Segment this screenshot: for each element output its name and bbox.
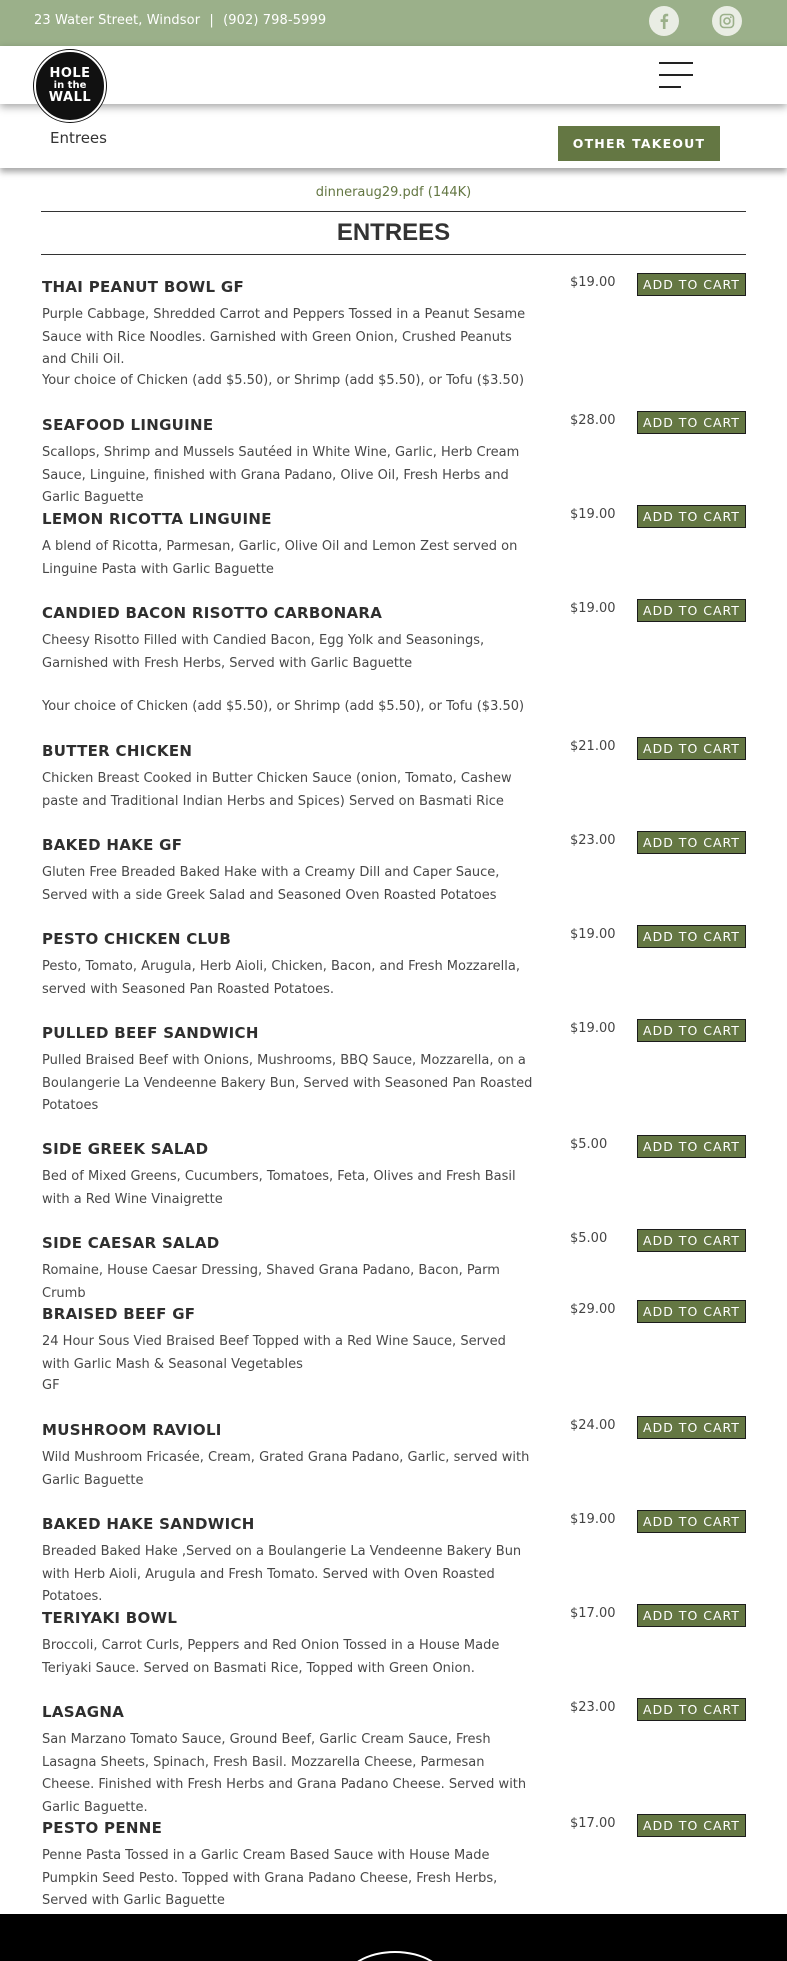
item-price: $19.00 [570,1021,616,1036]
add-to-cart-button[interactable]: ADD TO CART [637,1019,746,1042]
item-description: Scallops, Shrimp and Mussels Sautéed in White Wine, Garlic, Herb Cream Sauce, Linguine, finished with Grana Padano, Olive Oil, Fresh Herbs and Garlic Baguette [42,445,520,505]
add-to-cart-button[interactable]: ADD TO CART [637,1300,746,1323]
add-to-cart-button[interactable]: ADD TO CART [637,1510,746,1533]
item-description: Broccoli, Carrot Curls, Peppers and Red Onion Tossed in a House Made Teriyaki Sauce. Served on Basmati Rice, Topped with Green Onion. [42,1638,500,1676]
item-price: $17.00 [570,1816,616,1831]
item-description: 24 Hour Sous Vied Braised Beef Topped with a Red Wine Sauce, Served with Garlic Mash & Seasonal Vegetables [42,1334,506,1372]
instagram-icon[interactable] [712,6,742,36]
item-name: SIDE CAESAR SALAD [42,1234,220,1252]
item-name: BAKED HAKE GF [42,836,183,854]
page-title: ENTREES [41,211,746,255]
item-price: $17.00 [570,1606,616,1621]
item-description: San Marzano Tomato Sauce, Ground Beef, Garlic Cream Sauce, Fresh Lasagna Sheets, Spinach, Fresh Basil. Mozzarella Cheese, Parmesan Cheese. Finished with Fresh Herbs and Grana Padano Cheese. Served with Garlic Baguette. [42,1732,527,1815]
item-description: Chicken Breast Cooked in Butter Chicken Sauce (onion, Tomato, Cashew paste and Traditional Indian Herbs and Spices) Served on Basmati Rice [42,771,512,809]
footer-logo [343,1951,447,1961]
item-price: $19.00 [570,507,616,522]
item-name: SIDE GREEK SALAD [42,1140,209,1158]
add-to-cart-button[interactable]: ADD TO CART [637,831,746,854]
logo-line-1: HOLE [49,66,91,81]
item-name: BUTTER CHICKEN [42,742,193,760]
item-options: Your choice of Chicken (add $5.50), or Shrimp (add $5.50), or Tofu ($3.50) [42,699,525,714]
item-description: Bed of Mixed Greens, Cucumbers, Tomatoes, Feta, Olives and Fresh Basil with a Red Wine Vinaigrette [42,1169,516,1207]
item-price: $19.00 [570,275,616,290]
item-name: PESTO PENNE [42,1819,163,1837]
item-description: Cheesy Risotto Filled with Candied Bacon, Egg Yolk and Seasonings, Garnished with Fresh Herbs, Served with Garlic Baguette [42,633,485,671]
item-price: $24.00 [570,1418,616,1433]
item-price: $19.00 [570,927,616,942]
logo-line-2: in the [53,80,87,91]
item-name: SEAFOOD LINGUINE [42,416,214,434]
add-to-cart-button[interactable]: ADD TO CART [637,1814,746,1837]
item-description: Romaine, House Caesar Dressing, Shaved Grana Padano, Bacon, Parm Crumb [42,1263,500,1301]
add-to-cart-button[interactable]: ADD TO CART [637,505,746,528]
add-to-cart-button[interactable]: ADD TO CART [637,737,746,760]
item-name: BRAISED BEEF GF [42,1305,196,1323]
item-description: Penne Pasta Tossed in a Garlic Cream Based Sauce with House Made Pumpkin Seed Pesto. Topped with Grana Padano Cheese, Fresh Herbs, Served with Garlic Baguette [42,1848,498,1908]
item-dietary-note: GF [42,1378,60,1393]
add-to-cart-button[interactable]: ADD TO CART [637,1229,746,1252]
hole-in-the-wall-logo[interactable] [34,50,106,122]
item-price: $19.00 [570,601,616,616]
item-name: CANDIED BACON RISOTTO CARBONARA [42,604,383,622]
item-description: Pulled Braised Beef with Onions, Mushrooms, BBQ Sauce, Mozzarella, on a Boulangerie La Vendeenne Bakery Bun, Served with Seasoned Pan Roasted Potatoes [42,1053,533,1113]
facebook-icon[interactable] [649,6,679,36]
item-name: LEMON RICOTTA LINGUINE [42,510,272,528]
item-price: $28.00 [570,413,616,428]
hamburger-menu-icon[interactable] [659,62,693,88]
item-price: $5.00 [570,1137,608,1152]
add-to-cart-button[interactable]: ADD TO CART [637,1135,746,1158]
item-description: Gluten Free Breaded Baked Hake with a Creamy Dill and Caper Sauce, Served with a side Greek Salad and Seasoned Oven Roasted Potatoes [42,865,500,903]
item-description: Wild Mushroom Fricasée, Cream, Grated Grana Padano, Garlic, served with Garlic Baguette [42,1450,530,1488]
item-description: A blend of Ricotta, Parmesan, Garlic, Olive Oil and Lemon Zest served on Linguine Pasta with Garlic Baguette [42,539,518,577]
item-options: Your choice of Chicken (add $5.50), or Shrimp (add $5.50), or Tofu ($3.50) [42,373,525,388]
item-price: $5.00 [570,1231,608,1246]
item-name: THAI PEANUT BOWL GF [42,278,245,296]
separator: | [209,13,214,28]
contact-info [34,13,326,28]
sub-navigation-bar [0,104,787,168]
item-description: Pesto, Tomato, Arugula, Herb Aioli, Chicken, Bacon, and Fresh Mozzarella, served with Seasoned Pan Roasted Potatoes. [42,959,520,997]
logo-line-3: WALL [48,90,92,105]
site-footer [0,1914,787,1961]
item-name: PULLED BEEF SANDWICH [42,1024,259,1042]
top-info-bar [0,0,787,46]
item-name: BAKED HAKE SANDWICH [42,1515,255,1533]
other-takeout-button[interactable]: OTHER TAKEOUT [558,126,720,161]
menu-pdf-link[interactable]: dinneraug29.pdf (144K) [315,185,472,200]
add-to-cart-button[interactable]: ADD TO CART [637,273,746,296]
item-name: PESTO CHICKEN CLUB [42,930,232,948]
add-to-cart-button[interactable]: ADD TO CART [637,1698,746,1721]
item-description: Purple Cabbage, Shredded Carrot and Peppers Tossed in a Peanut Sesame Sauce with Rice Noodles. Garnished with Green Onion, Crushed Peanuts and Chili Oil. [42,307,526,367]
item-name: LASAGNA [42,1703,125,1721]
add-to-cart-button[interactable]: ADD TO CART [637,1604,746,1627]
add-to-cart-button[interactable]: ADD TO CART [637,925,746,948]
item-name: TERIYAKI BOWL [42,1609,178,1627]
add-to-cart-button[interactable]: ADD TO CART [637,411,746,434]
item-price: $23.00 [570,833,616,848]
address-text: 23 Water Street, Windsor [34,13,201,28]
item-price: $29.00 [570,1302,616,1317]
add-to-cart-button[interactable]: ADD TO CART [637,1416,746,1439]
item-description: Breaded Baked Hake ,Served on a Boulangerie La Vendeenne Bakery Bun with Herb Aioli, Arugula and Fresh Tomato. Served with Oven Roasted Potatoes. [42,1544,522,1604]
breadcrumb: Entrees [50,129,107,147]
item-name: MUSHROOM RAVIOLI [42,1421,222,1439]
add-to-cart-button[interactable]: ADD TO CART [637,599,746,622]
item-price: $21.00 [570,739,616,754]
item-price: $19.00 [570,1512,616,1527]
phone-link[interactable]: (902) 798-5999 [223,13,327,28]
item-price: $23.00 [570,1700,616,1715]
